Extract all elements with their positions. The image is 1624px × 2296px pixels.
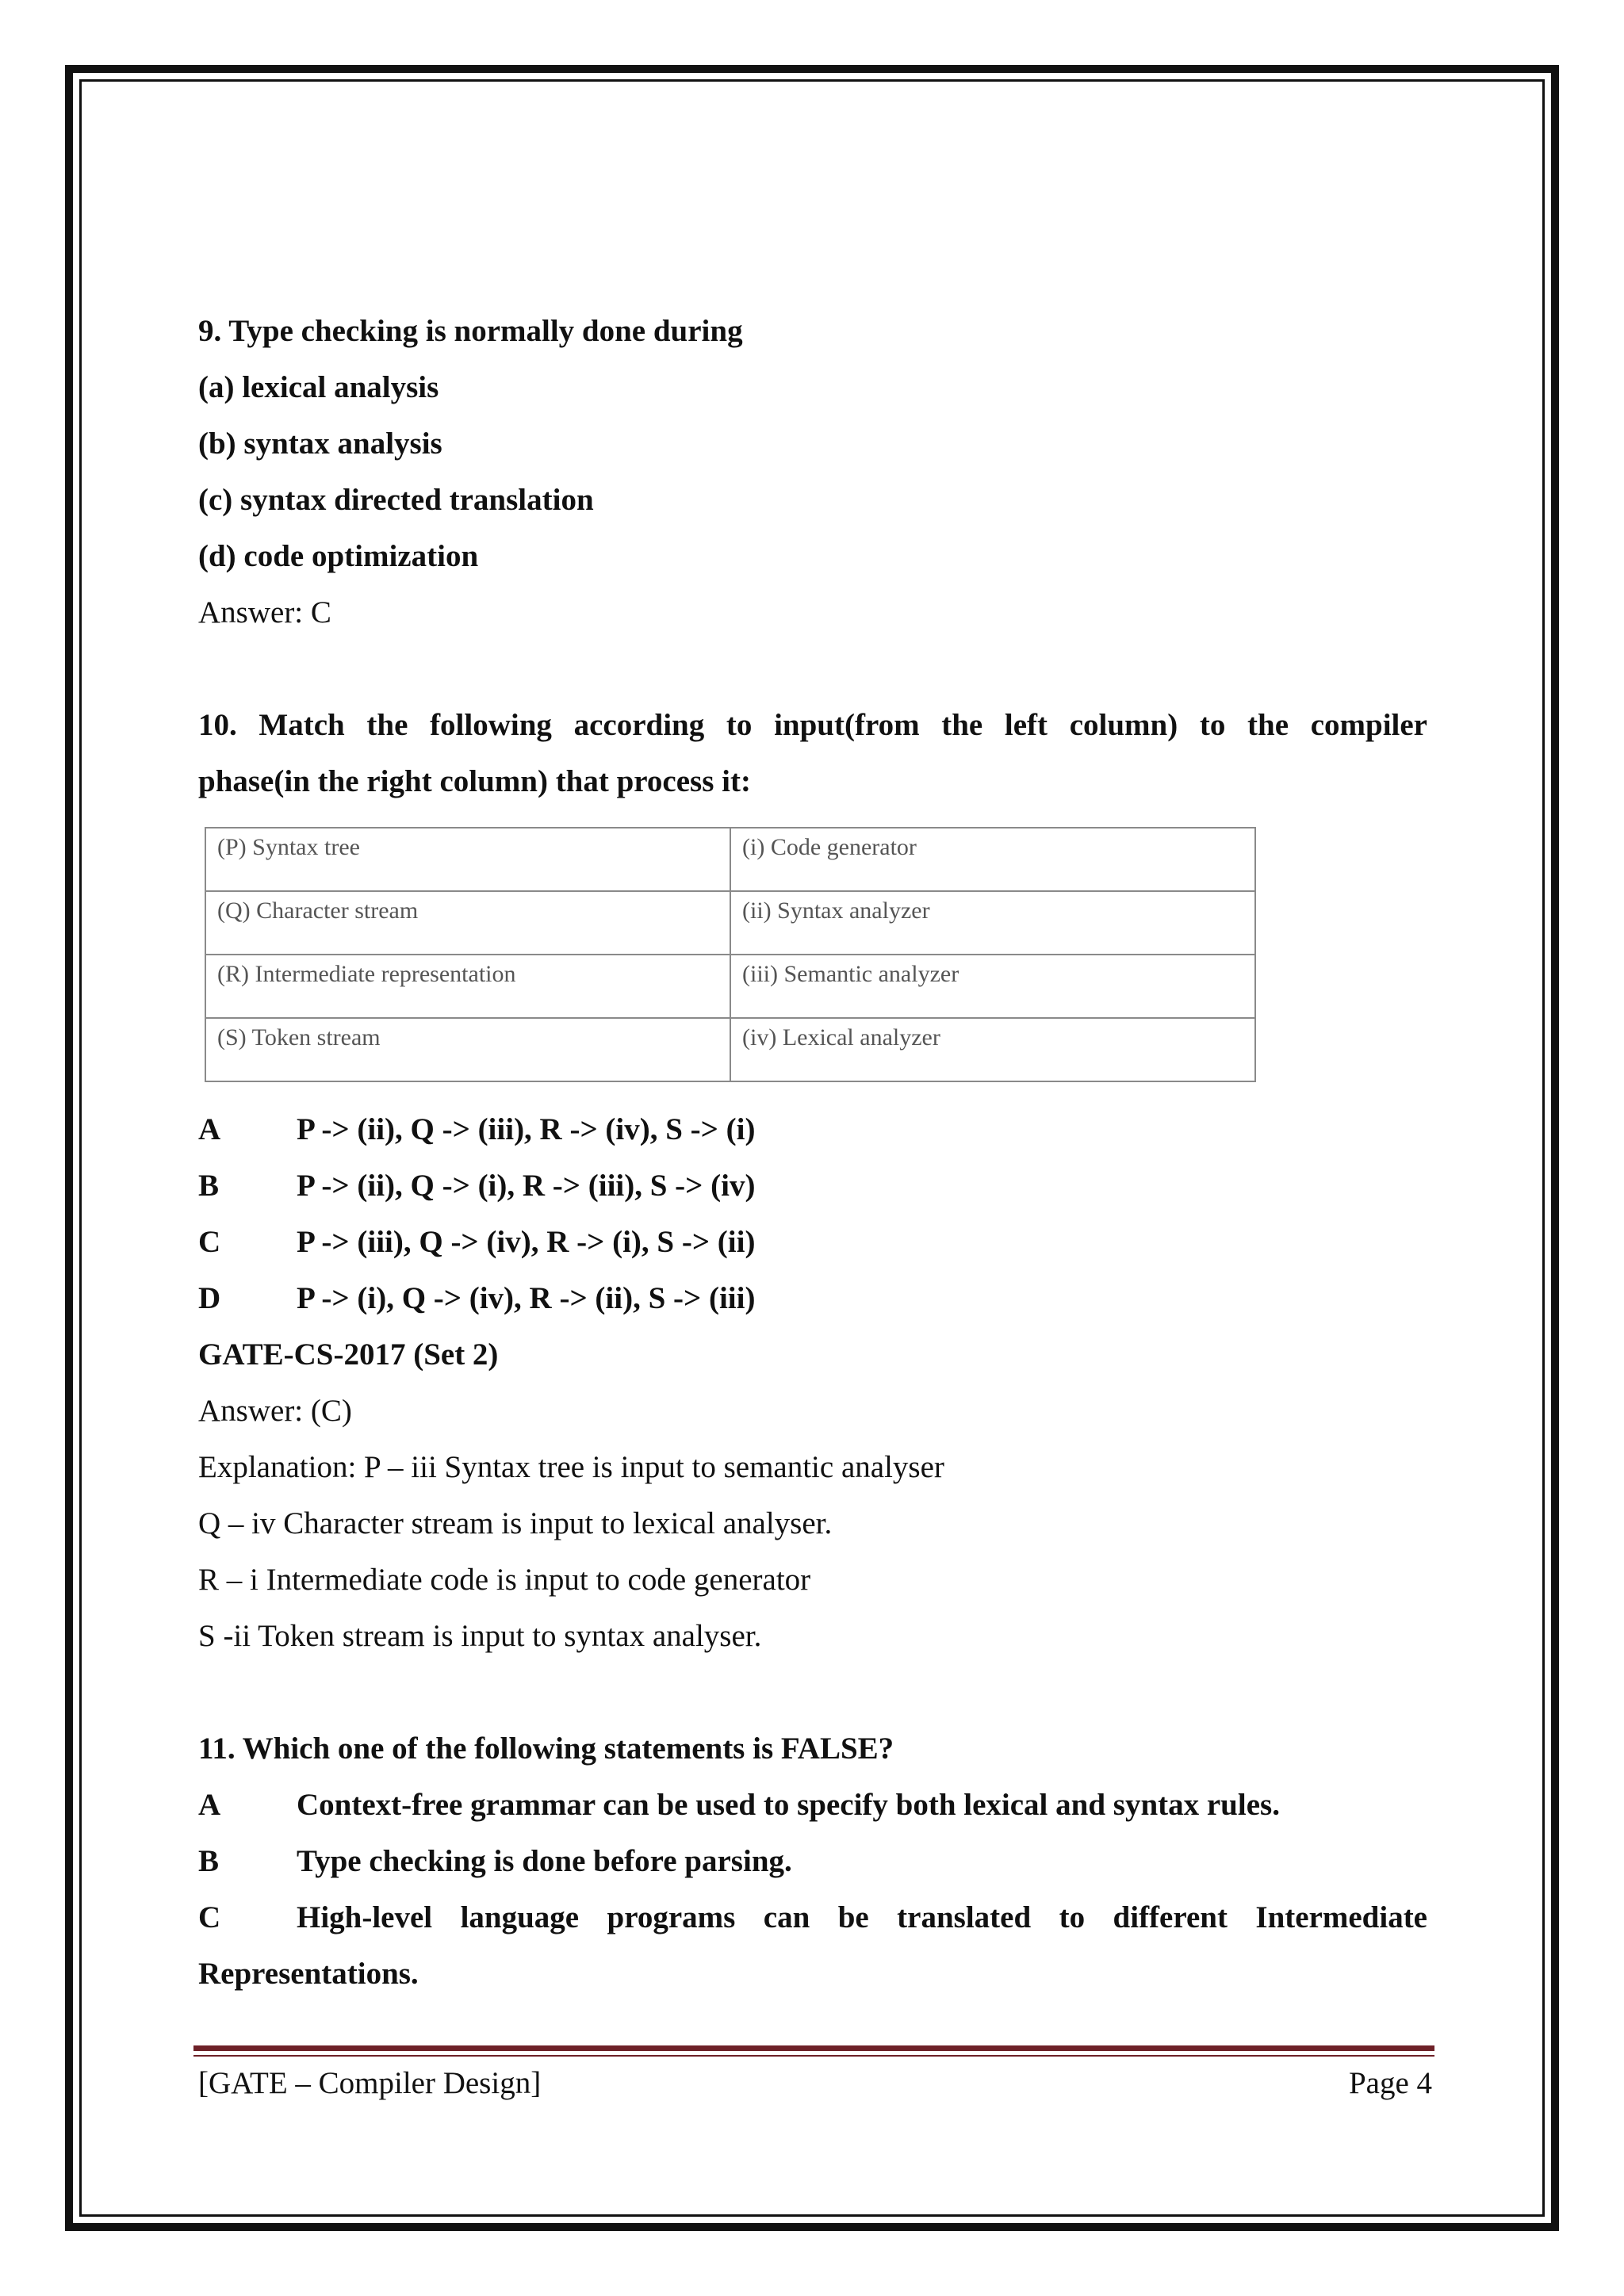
footer-rule	[193, 2055, 1434, 2057]
q9-option-a: (a) lexical analysis	[198, 370, 439, 404]
page-number: Page 4	[1348, 2066, 1432, 2100]
option-key: B	[198, 1844, 220, 1878]
q10-explanation-line: Explanation: P – iii Syntax tree is input to semantic analyser	[198, 1450, 944, 1484]
question-11: 11. Which one of the following statements is FALSE?	[198, 1732, 894, 1766]
q11-option-c-continuation: Representations.	[198, 1957, 419, 1991]
q11-option-a	[198, 1777, 1427, 1833]
table-row	[205, 828, 1255, 891]
option-text: P -> (ii), Q -> (iii), R -> (iv), S -> (i)	[297, 1112, 756, 1146]
table-row	[205, 955, 1255, 1018]
match-table	[205, 827, 1256, 1082]
q10-option-b	[198, 1158, 1427, 1214]
q10-explanation-line: Q – iv Character stream is input to lexical analyser.	[198, 1506, 833, 1540]
q10-option-d	[198, 1270, 1427, 1326]
option-text: P -> (ii), Q -> (i), R -> (iii), S -> (iv)	[297, 1169, 756, 1203]
option-key: B	[198, 1169, 220, 1203]
footer-rule	[193, 2045, 1434, 2051]
option-key: D	[198, 1281, 221, 1315]
question-10-line-2: phase(in the right column) that process it:	[198, 764, 751, 798]
q10-explanation-line: S -ii Token stream is input to syntax analyser.	[198, 1619, 762, 1653]
table-cell-right: (i) Code generator	[730, 828, 1255, 891]
q9-option-c: (c) syntax directed translation	[198, 483, 594, 517]
option-text: Context-free grammar can be used to specify both lexical and syntax rules.	[297, 1788, 1280, 1822]
table-row	[205, 891, 1255, 955]
option-key: A	[198, 1788, 221, 1822]
table-cell-left: (Q) Character stream	[205, 891, 730, 955]
page-footer	[198, 2060, 1432, 2107]
table-cell-right: (ii) Syntax analyzer	[730, 891, 1255, 955]
table-cell-right: (iv) Lexical analyzer	[730, 1018, 1255, 1081]
footer-title: [GATE – Compiler Design]	[198, 2066, 542, 2100]
q9-option-d: (d) code optimization	[198, 539, 479, 573]
option-key: C	[198, 1225, 221, 1259]
q11-option-b	[198, 1833, 1427, 1889]
q10-answer: Answer: (C)	[198, 1394, 352, 1428]
table-row	[205, 1018, 1255, 1081]
q10-source: GATE-CS-2017 (Set 2)	[198, 1337, 499, 1372]
q11-option-c	[198, 1889, 1427, 1946]
q9-answer: Answer: C	[198, 595, 331, 629]
table-cell-left: (R) Intermediate representation	[205, 955, 730, 1018]
option-text: P -> (iii), Q -> (iv), R -> (i), S -> (ii)	[297, 1225, 756, 1259]
table-cell-left: (P) Syntax tree	[205, 828, 730, 891]
table-cell-left: (S) Token stream	[205, 1018, 730, 1081]
option-key: C	[198, 1900, 221, 1934]
page-content	[198, 303, 1427, 2002]
table-cell-right: (iii) Semantic analyzer	[730, 955, 1255, 1018]
q10-option-a	[198, 1101, 1427, 1158]
option-text: Type checking is done before parsing.	[297, 1844, 792, 1878]
question-10-line-1: 10. Match the following according to input(from the left column) to the compiler	[198, 708, 1427, 742]
question-9: 9. Type checking is normally done during	[198, 314, 743, 348]
option-key: A	[198, 1112, 221, 1146]
q10-option-c	[198, 1214, 1427, 1270]
option-text: High-level language programs can be translated to different Intermediate	[297, 1900, 1427, 1934]
q10-explanation-line: R – i Intermediate code is input to code generator	[198, 1563, 811, 1597]
option-text: P -> (i), Q -> (iv), R -> (ii), S -> (iii)	[297, 1281, 756, 1315]
q9-option-b: (b) syntax analysis	[198, 427, 442, 461]
